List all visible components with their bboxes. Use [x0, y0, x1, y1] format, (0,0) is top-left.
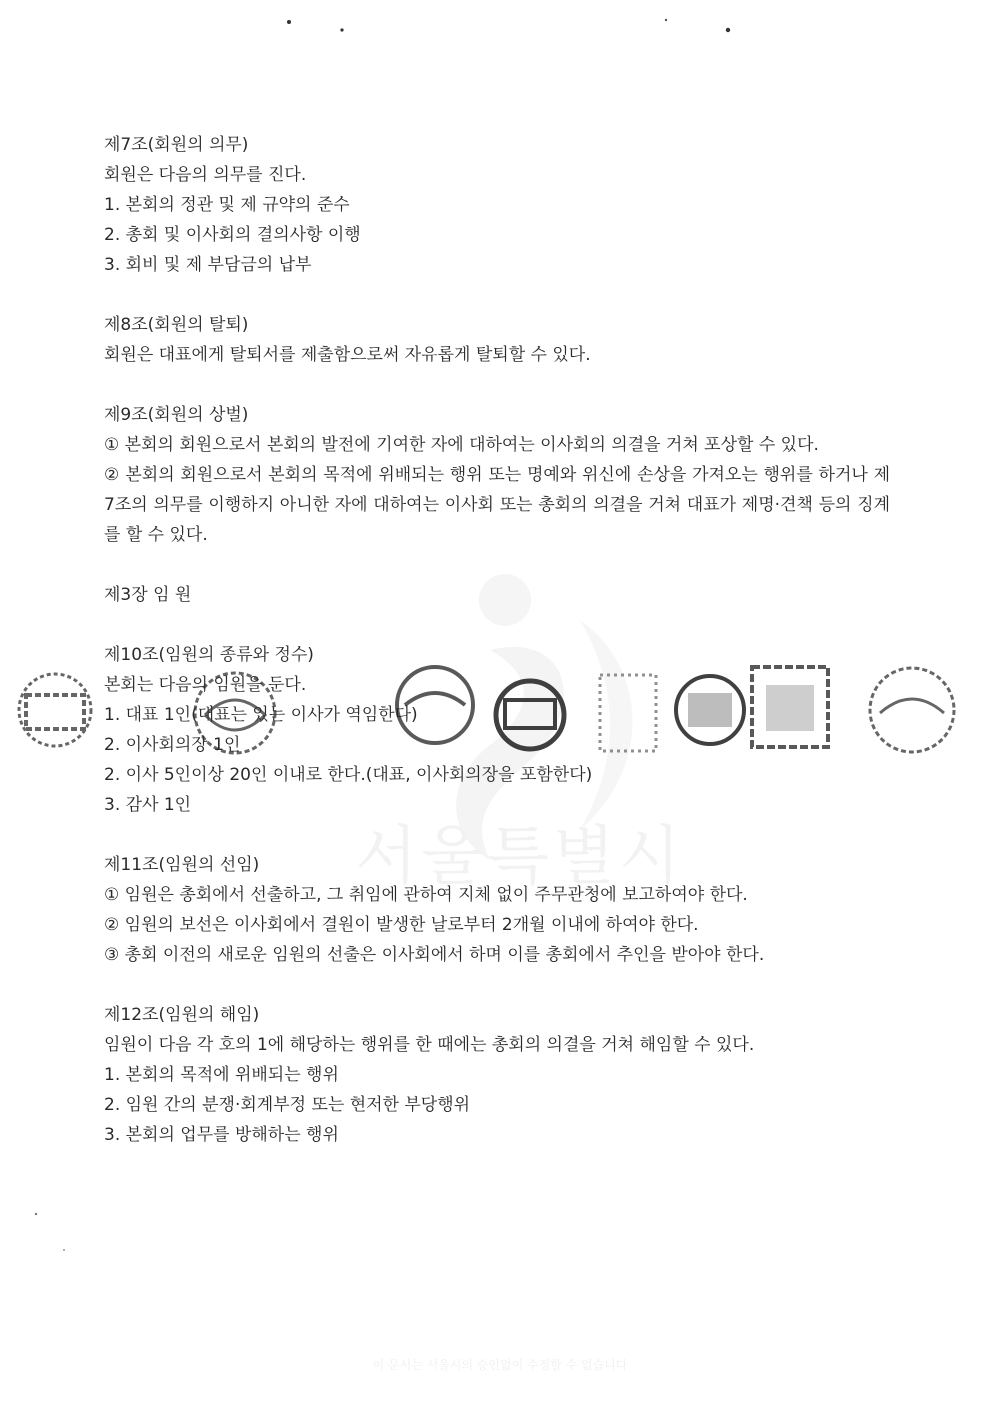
- article-line: 2. 총회 및 이사회의 결의사항 이행: [104, 225, 361, 245]
- article-line: 3. 본회의 업무를 방해하는 행위: [104, 1125, 339, 1145]
- article-line: 임원이 다음 각 호의 1에 해당하는 행위를 한 때에는 총회의 의결을 거쳐 해임할 수 있다.: [104, 1035, 755, 1055]
- footer-caption: 이 문서는 서울시의 승인없이 수정할 수 없습니다: [372, 1358, 628, 1372]
- chapter-heading: 제3장 임 원: [104, 585, 192, 605]
- article-line: 회원은 대표에게 탈퇴서를 제출함으로써 자유롭게 탈퇴할 수 있다.: [104, 345, 591, 365]
- watermark-text: 서울특별시: [355, 820, 685, 894]
- article-line: ② 본회의 회원으로서 본회의 목적에 위배되는 행위 또는 명예와 위신에 손상을 가져오는 행위를 하거나 제7조의 의무를 이행하지 아니한 자에 대하여는 이사회 또는 총회의 의결을 거쳐 대표가 제명·견책 등의 징계를 할 수 있다.: [104, 465, 890, 545]
- article-line: 1. 대표 1인(대표는 있는 이사가 역임한다): [104, 705, 418, 725]
- document-body: [104, 130, 890, 1150]
- article-heading: 제10조(임원의 종류와 정수): [104, 645, 314, 665]
- article-heading: 제12조(임원의 해임): [104, 1005, 260, 1025]
- article-heading: 제7조(회원의 의무): [104, 135, 249, 155]
- article-line: 2. 이사 5인이상 20인 이내로 한다.(대표, 이사회의장을 포함한다): [104, 765, 593, 785]
- article-line: 2. 이사회의장 1인: [104, 735, 241, 755]
- article-line: ② 임원의 보선은 이사회에서 결원이 발생한 날로부터 2개월 이내에 하여야 한다.: [104, 915, 699, 935]
- article-line: ③ 총회 이전의 새로운 임원의 선출은 이사회에서 하며 이를 총회에서 추인을 받아야 한다.: [104, 945, 765, 965]
- article-heading: 제9조(회원의 상벌): [104, 405, 249, 425]
- article-heading: 제8조(회원의 탈퇴): [104, 315, 249, 335]
- article-line: 회원은 다음의 의무를 진다.: [104, 165, 307, 185]
- article-line: ① 본회의 회원으로서 본회의 발전에 기여한 자에 대하여는 이사회의 의결을 거쳐 포상할 수 있다.: [104, 435, 819, 455]
- article-line: 2. 임원 간의 분쟁·회계부정 또는 현저한 부당행위: [104, 1095, 471, 1115]
- article-line: 3. 감사 1인: [104, 795, 192, 815]
- article-line: 1. 본회의 목적에 위배되는 행위: [104, 1065, 339, 1085]
- article-line: 1. 본회의 정관 및 제 규약의 준수: [104, 195, 350, 215]
- article-heading: 제11조(임원의 선임): [104, 855, 260, 875]
- article-line: ① 임원은 총회에서 선출하고, 그 취임에 관하여 지체 없이 주무관청에 보고하여야 한다.: [104, 885, 748, 905]
- article-line: 본회는 다음의 임원을 둔다.: [104, 675, 307, 695]
- article-line: 3. 회비 및 제 부담금의 납부: [104, 255, 312, 275]
